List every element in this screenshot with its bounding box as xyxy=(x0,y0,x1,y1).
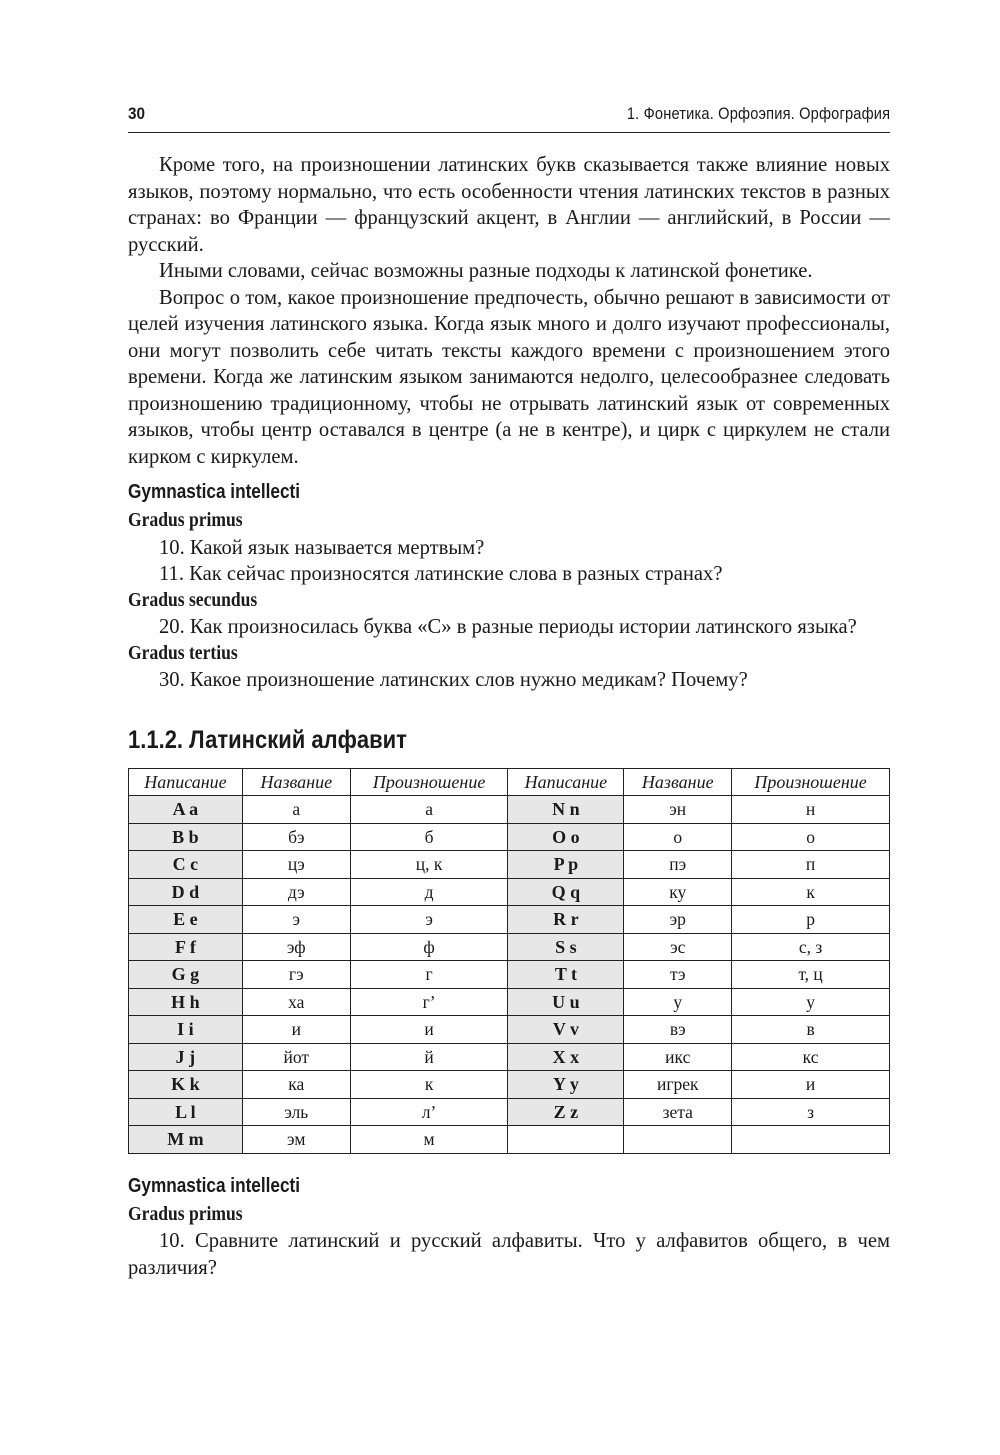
pronunciation-cell: й xyxy=(350,1043,508,1071)
pronunciation-cell: кс xyxy=(732,1043,890,1071)
pronunciation-cell: ф xyxy=(350,933,508,961)
gradus-label: Gradus tertius xyxy=(128,642,238,664)
name-cell: бэ xyxy=(242,823,350,851)
pronunciation-cell: м xyxy=(350,1126,508,1154)
column-header: Написание xyxy=(508,768,624,796)
table-row xyxy=(129,906,890,934)
pronunciation-cell: з xyxy=(732,1098,890,1126)
letter-cell: K k xyxy=(129,1071,243,1099)
pronunciation-cell: ц, к xyxy=(350,851,508,879)
letter-cell: C c xyxy=(129,851,243,879)
letter-cell: S s xyxy=(508,933,624,961)
question: 10. Сравните латинский и русский алфавиты. Что у алфавитов общего, в чем различия? xyxy=(128,1230,890,1279)
table-row xyxy=(129,988,890,1016)
letter-cell: R r xyxy=(508,906,624,934)
letter-cell xyxy=(508,1126,624,1154)
name-cell: э xyxy=(242,906,350,934)
letter-cell: Y y xyxy=(508,1071,624,1099)
letter-cell: U u xyxy=(508,988,624,1016)
name-cell: пэ xyxy=(624,851,732,879)
name-cell: икс xyxy=(624,1043,732,1071)
name-cell xyxy=(624,1126,732,1154)
name-cell: эф xyxy=(242,933,350,961)
letter-cell: G g xyxy=(129,961,243,989)
column-header: Название xyxy=(624,768,732,796)
pronunciation-cell: к xyxy=(350,1071,508,1099)
name-cell: эс xyxy=(624,933,732,961)
pronunciation-cell: в xyxy=(732,1016,890,1044)
name-cell: ка xyxy=(242,1071,350,1099)
name-cell: ку xyxy=(624,878,732,906)
pronunciation-cell: г’ xyxy=(350,988,508,1016)
name-cell: йот xyxy=(242,1043,350,1071)
name-cell: у xyxy=(624,988,732,1016)
column-header: Произношение xyxy=(732,768,890,796)
table-row xyxy=(129,851,890,879)
table-row xyxy=(129,1071,890,1099)
letter-cell: H h xyxy=(129,988,243,1016)
letter-cell: A a xyxy=(129,796,243,824)
gradus-label: Gradus secundus xyxy=(128,589,258,611)
page-number: 30 xyxy=(128,104,146,123)
table-row xyxy=(129,823,890,851)
name-cell: а xyxy=(242,796,350,824)
table-row xyxy=(129,796,890,824)
pronunciation-cell: л’ xyxy=(350,1098,508,1126)
pronunciation-cell: и xyxy=(350,1016,508,1044)
pronunciation-cell: о xyxy=(732,823,890,851)
pronunciation-cell: г xyxy=(350,961,508,989)
name-cell: вэ xyxy=(624,1016,732,1044)
letter-cell: O o xyxy=(508,823,624,851)
question: 30. Какое произношение латинских слов нужно медикам? Почему? xyxy=(159,669,748,691)
letter-cell: Z z xyxy=(508,1098,624,1126)
pronunciation-cell: к xyxy=(732,878,890,906)
exercise-heading: Gymnastica intellecti xyxy=(128,481,301,503)
table-header-row xyxy=(129,768,890,796)
letter-cell: F f xyxy=(129,933,243,961)
pronunciation-cell: б xyxy=(350,823,508,851)
letter-cell: V v xyxy=(508,1016,624,1044)
letter-cell: N n xyxy=(508,796,624,824)
name-cell: дэ xyxy=(242,878,350,906)
table-row xyxy=(129,1043,890,1071)
letter-cell: I i xyxy=(129,1016,243,1044)
table-row xyxy=(129,1016,890,1044)
section-header: 1. Фонетика. Орфоэпия. Орфография xyxy=(626,104,890,123)
paragraph: Иными словами, сейчас возможны разные подходы к латинской фонетике. xyxy=(159,260,813,282)
pronunciation-cell: у xyxy=(732,988,890,1016)
question: 20. Как произносилась буква «С» в разные периоды истории латинского языка? xyxy=(159,616,857,638)
name-cell: ха xyxy=(242,988,350,1016)
name-cell: тэ xyxy=(624,961,732,989)
column-header: Название xyxy=(242,768,350,796)
exercise-heading: Gymnastica intellecti xyxy=(128,1174,301,1197)
gradus-label: Gradus primus xyxy=(128,510,243,531)
letter-cell: J j xyxy=(129,1043,243,1071)
letter-cell: E e xyxy=(129,906,243,934)
name-cell: эр xyxy=(624,906,732,934)
pronunciation-cell: а xyxy=(350,796,508,824)
pronunciation-cell: д xyxy=(350,878,508,906)
pronunciation-cell: с, з xyxy=(732,933,890,961)
letter-cell: T t xyxy=(508,961,624,989)
pronunciation-cell: и xyxy=(732,1071,890,1099)
page-body xyxy=(128,152,890,1281)
table-row xyxy=(129,1098,890,1126)
table-row xyxy=(129,878,890,906)
name-cell: эль xyxy=(242,1098,350,1126)
name-cell: эм xyxy=(242,1126,350,1154)
pronunciation-cell xyxy=(732,1126,890,1154)
name-cell: игрек xyxy=(624,1071,732,1099)
running-head xyxy=(128,104,890,133)
table-row xyxy=(129,961,890,989)
pronunciation-cell: р xyxy=(732,906,890,934)
section-title: 1.1.2. Латинский алфавит xyxy=(128,725,407,754)
letter-cell: Q q xyxy=(508,878,624,906)
name-cell: зета xyxy=(624,1098,732,1126)
question: 10. Какой язык называется мертвым? xyxy=(159,536,485,559)
letter-cell: B b xyxy=(129,823,243,851)
name-cell: и xyxy=(242,1016,350,1044)
name-cell: эн xyxy=(624,796,732,824)
column-header: Произношение xyxy=(350,768,508,796)
letter-cell: L l xyxy=(129,1098,243,1126)
pronunciation-cell: т, ц xyxy=(732,961,890,989)
name-cell: цэ xyxy=(242,851,350,879)
table-row xyxy=(129,1126,890,1154)
letter-cell: D d xyxy=(129,878,243,906)
gradus-label: Gradus primus xyxy=(128,1203,243,1225)
paragraph: Вопрос о том, какое произношение предпочесть, обычно решают в зависимости от целей изучения латинского языка. Когда язык много и долго изучают профессионалы, они могут позволить себе читать тексты каждого времени с произношением этого времени. Когда же латинским языком занимаются недолго, целесообразнее следовать произношению традиционному, чтобы не отрывать латинский язык от современных языков, чтобы центр оставался в центре (а не в кентре), и цирк с циркулем не стали кирком с киркулем. xyxy=(128,286,890,468)
name-cell: гэ xyxy=(242,961,350,989)
alphabet-table xyxy=(128,768,890,1154)
letter-cell: M m xyxy=(129,1126,243,1154)
paragraph: Кроме того, на произношении латинских букв сказывается также влияние новых языков, поэтому нормально, что есть особенности чтения латинских текстов в разных странах: во Франции — французский акцент, в Англии — английский, в России — русский. xyxy=(128,154,890,256)
pronunciation-cell: э xyxy=(350,906,508,934)
letter-cell: X x xyxy=(508,1043,624,1071)
question: 11. Как сейчас произносятся латинские слова в разных странах? xyxy=(159,563,723,585)
pronunciation-cell: н xyxy=(732,796,890,824)
pronunciation-cell: п xyxy=(732,851,890,879)
table-body xyxy=(129,796,890,1154)
table-row xyxy=(129,933,890,961)
letter-cell: P p xyxy=(508,851,624,879)
name-cell: о xyxy=(624,823,732,851)
column-header: Написание xyxy=(129,768,243,796)
